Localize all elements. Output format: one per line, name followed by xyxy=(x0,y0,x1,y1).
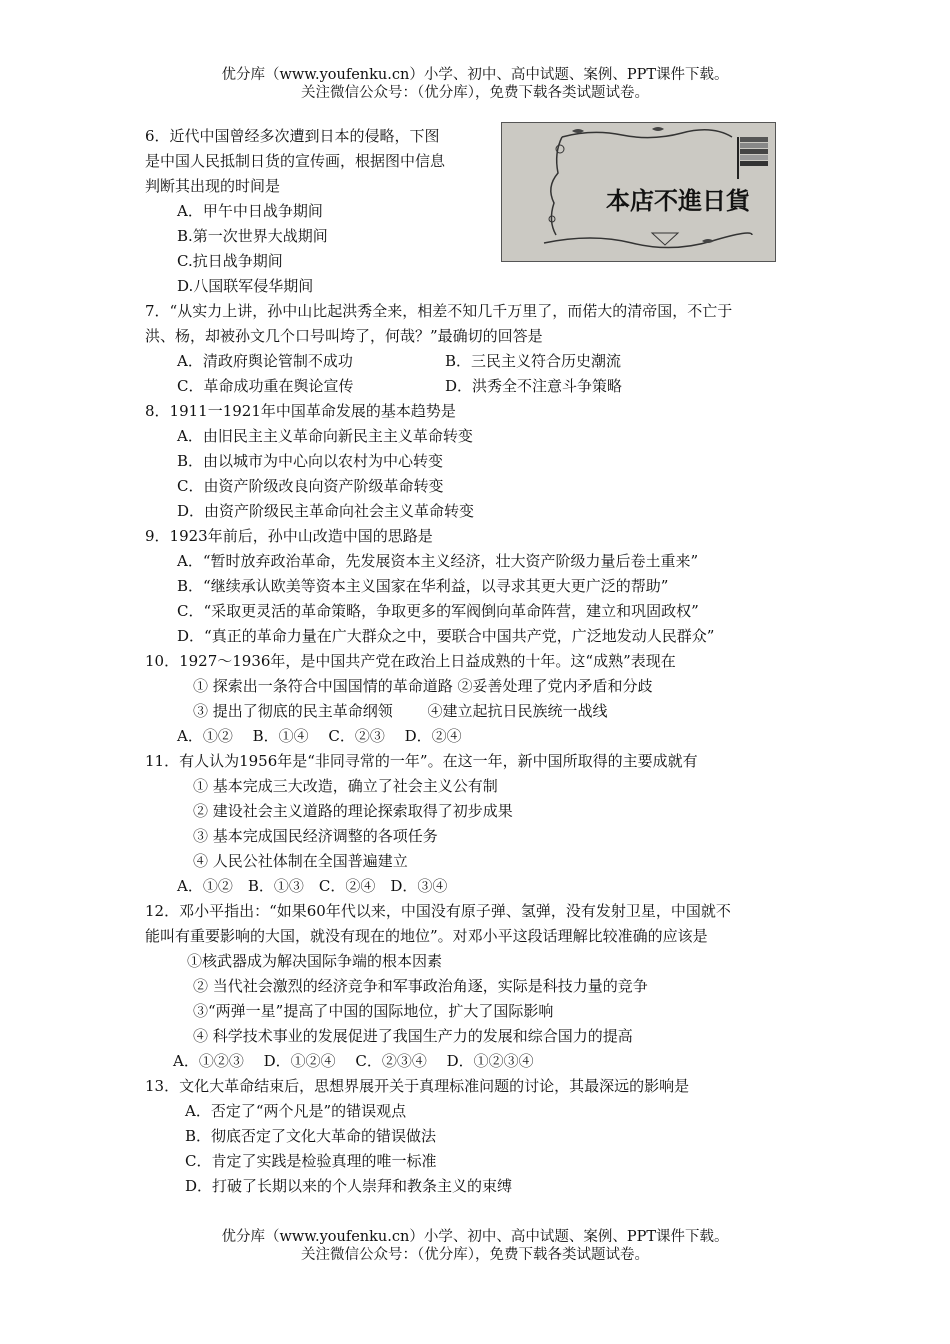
q11-item-1: ① 基本完成三大改造，确立了社会主义公有制 xyxy=(193,777,498,795)
exam-questions xyxy=(145,124,815,1199)
q7-option-a: A．清政府舆论管制不成功 xyxy=(177,352,353,370)
q7-options-row2 xyxy=(145,374,815,399)
header-line-1: 优分库（www.youfenku.cn）小学、初中、高中试题、案例、PPT课件下载。 xyxy=(221,67,729,83)
q9-stem: 9．1923年前后，孙中山改造中国的思路是 xyxy=(145,527,433,545)
q10-items-line1: ① 探索出一条符合中国国情的革命道路 ②妥善处理了党内矛盾和分歧 xyxy=(193,677,653,695)
q11-item-3: ③ 基本完成国民经济调整的各项任务 xyxy=(193,827,438,845)
q8-option-a: A．由旧民主主义革命向新民主主义革命转变 xyxy=(177,427,473,445)
footer-line-1: 优分库（www.youfenku.cn）小学、初中、高中试题、案例、PPT课件下载。 xyxy=(221,1229,729,1245)
q13-option-b: B．彻底否定了文化大革命的错误做法 xyxy=(185,1127,437,1145)
poster-slogan: 本店不進日貨 xyxy=(606,186,750,215)
q12-item-2: ② 当代社会激烈的经济竞争和军事政治角逐，实际是科技力量的竞争 xyxy=(193,977,648,995)
q12-item-4: ④ 科学技术事业的发展促进了我国生产力的发展和综合国力的提高 xyxy=(193,1027,633,1045)
q12-item-1: ①核武器成为解决国际争端的根本因素 xyxy=(187,952,443,970)
q12-answer-options: A．①②③ D．①②④ C．②③④ D．①②③④ xyxy=(173,1052,534,1070)
header-line-2: 关注微信公众号：（优分库），免费下载各类试题试卷。 xyxy=(301,85,649,101)
q8-option-b: B．由以城市为中心向以农村为中心转变 xyxy=(177,452,444,470)
page-footer xyxy=(0,1228,950,1264)
q6-option-b: B.第一次世界大战期间 xyxy=(177,227,328,245)
page-header xyxy=(0,66,950,102)
q11-stem: 11．有人认为1956年是“非同寻常的一年”。在这一年，新中国所取得的主要成就有 xyxy=(145,752,698,770)
q6-stem-line3: 判断其出现的时间是 xyxy=(145,177,281,195)
q13-option-c: C．肯定了实践是检验真理的唯一标准 xyxy=(185,1152,437,1170)
q6-stem-line2: 是中国人民抵制日货的宣传画，根据图中信息 xyxy=(145,152,446,170)
q9-option-b: B．“继续承认欧美等资本主义国家在华利益，以寻求其更大更广泛的帮助” xyxy=(177,577,669,595)
q7-option-c: C．革命成功重在舆论宣传 xyxy=(177,377,354,395)
q12-item-3: ③“两弹一星”提高了中国的国际地位，扩大了国际影响 xyxy=(193,1002,554,1020)
q6-option-c: C.抗日战争期间 xyxy=(177,252,283,270)
q6-option-a: A．甲午中日战争期间 xyxy=(177,202,323,220)
q11-answer-options: A．①② B．①③ C．②④ D．③④ xyxy=(177,877,448,895)
q11-item-4: ④ 人民公社体制在全国普遍建立 xyxy=(193,852,408,870)
q7-stem-line1: 7．“从实力上讲，孙中山比起洪秀全来，相差不知几千万里了，而偌大的清帝国，不亡于 xyxy=(145,302,733,320)
q8-option-c: C．由资产阶级改良向资产阶级革命转变 xyxy=(177,477,444,495)
q13-option-a: A．否定了“两个凡是”的错误观点 xyxy=(185,1102,407,1120)
q7-options-row1 xyxy=(145,349,815,374)
q8-stem: 8．1911一1921年中国革命发展的基本趋势是 xyxy=(145,402,456,420)
q13-stem: 13．文化大革命结束后，思想界展开关于真理标准问题的讨论，其最深远的影响是 xyxy=(145,1077,690,1095)
q10-items-line2: ③ 提出了彻底的民主革命纲领 ④建立起抗日民族统一战线 xyxy=(193,702,608,720)
q7-stem-line2: 洪、杨，却被孙文几个口号叫垮了，何哉？”最确切的回答是 xyxy=(145,327,543,345)
q10-stem: 10．1927～1936年，是中国共产党在政治上日益成熟的十年。这“成熟”表现在 xyxy=(145,652,676,670)
q8-option-d: D．由资产阶级民主革命向社会主义革命转变 xyxy=(177,502,475,520)
q9-option-a: A．“暂时放弃政治革命，先发展资本主义经济，壮大资产阶级力量后卷土重来” xyxy=(177,552,699,570)
footer-line-2: 关注微信公众号：（优分库），免费下载各类试题试卷。 xyxy=(301,1247,649,1263)
q12-stem-line1: 12．邓小平指出：“如果60年代以来，中国没有原子弹、氢弹，没有发射卫星，中国就不 xyxy=(145,902,731,920)
q6-stem-line1: 6．近代中国曾经多次遭到日本的侵略，下图 xyxy=(145,127,440,145)
q7-option-b: B．三民主义符合历史潮流 xyxy=(445,352,622,370)
q12-stem-line2: 能叫有重要影响的大国，就没有现在的地位”。对邓小平这段话理解比较准确的应该是 xyxy=(145,927,708,945)
q7-option-d: D．洪秀全不注意斗争策略 xyxy=(445,377,623,395)
q6-option-d: D.八国联军侵华期间 xyxy=(177,277,314,295)
q9-option-c: C．“采取更灵活的革命策略，争取更多的军阀倒向革命阵营，建立和巩固政权” xyxy=(177,602,699,620)
q13-option-d: D．打破了长期以来的个人崇拜和教条主义的束缚 xyxy=(185,1177,513,1195)
q9-option-d: D．“真正的革命力量在广大群众之中，要联合中国共产党，广泛地发动人民群众” xyxy=(177,627,715,645)
q10-answer-options: A．①② B．①④ C．②③ D．②④ xyxy=(177,727,462,745)
q11-item-2: ② 建设社会主义道路的理论探索取得了初步成果 xyxy=(193,802,513,820)
